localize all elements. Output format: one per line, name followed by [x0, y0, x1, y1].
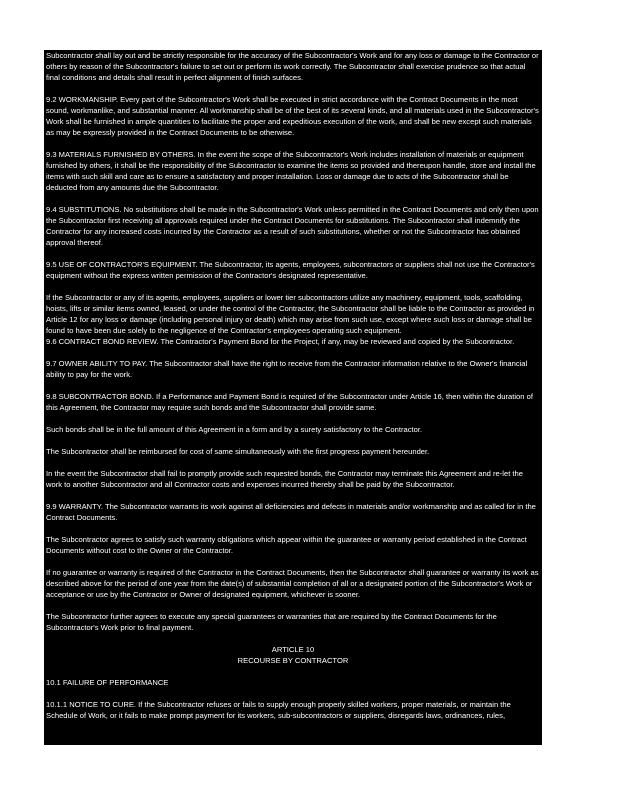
redacted-text-panel — [44, 50, 542, 745]
document-body — [46, 50, 540, 732]
paragraph-subcontractor-bond: 9.8 SUBCONTRACTOR BOND. If a Performance and Payment Bond is required of the Subcontractor under Article 16, then within the duration of this Agreement, the Contractor may require such bonds and the Subcontractor shall provide same. — [46, 392, 533, 412]
paragraph-bond-failure: In the event the Subcontractor shall fail to promptly provide such requested bonds, the Contractor may terminate this Agreement and re-let the work to another Subcontractor and all Contractor costs and expenses incurred thereby shall be paid by the Subcontractor. — [46, 469, 523, 489]
paragraph-materials-furnished: 9.3 MATERIALS FURNISHED BY OTHERS. In the event the scope of the Subcontractor's Work includes installation of materials or equipment furnished by others, it shall be the responsibility of the Subcontractor to examine the items so provided and thereupon handle, store and install the items with such skill and care as to ensure a satisfactory and proper installation. Loss or damage due to acts of the Subcontractor shall be deducted from any amounts due the Subcontractor. — [46, 150, 536, 192]
paragraph-warranty-obligations: The Subcontractor agrees to satisfy such warranty obligations which appear within the guarantee or warranty period established in the Contract Documents without cost to the Owner or the Contractor. — [46, 535, 527, 555]
article-number: ARTICLE 10 — [271, 645, 315, 654]
paragraph-bond-review: 9.6 CONTRACT BOND REVIEW. The Contractor's Payment Bond for the Project, if any, may be reviewed and copied by the Subcontractor. — [46, 337, 515, 346]
paragraph-warranty-period: If no guarantee or warranty is required of the Contractor in the Contract Documents, then the Subcontractor shall guarantee or warranty its work as described above for the period of one year from the date(s) of substantial completion of all or a designated portion of the Subcontractor's Work or acceptance or use by the Contractor or Owner of designated equipment, whichever is sooner. — [46, 568, 539, 599]
paragraph-special-guarantees: The Subcontractor further agrees to execute any special guarantees or warranties that are required by the Contract Documents for the Subcontractor's Work prior to final payment. — [46, 612, 497, 632]
paragraph-warranty: 9.9 WARRANTY. The Subcontractor warrants its work against all deficiencies and defects in materials and/or workmanship and as called for in the Contract Documents. — [46, 502, 536, 522]
paragraph-bond-reimbursement: The Subcontractor shall be reimbursed for cost of same simultaneously with the first progress payment hereunder. — [46, 447, 430, 456]
paragraph-owner-ability: 9.7 OWNER ABILITY TO PAY. The Subcontractor shall have the right to receive from the Contractor information relative to the Owner's financial ability to pay for the work. — [46, 359, 528, 379]
paragraph-equipment-liability: If the Subcontractor or any of its agents, employees, suppliers or lower tier subcontractors utilize any machinery, equipment, tools, scaffolding, hoists, lifts or similar items owned, leased, or under the control of the Contractor, the Subcontractor shall be liable to the Contractor as provided in Article 12 for any loss or damage (including personal injury or death) which may arise from such use, except where such loss or damage shall be found to have been due solely to the negligence of the Contractor's employees operating such equipment. — [46, 293, 535, 335]
paragraph-substitutions: 9.4 SUBSTITUTIONS. No substitutions shall be made in the Subcontractor's Work unless permitted in the Contract Documents and only then upon the Subcontractor first receiving all approvals required under the Contract Documents for substitutions. The Subcontractor shall indemnify the Contractor for any increased costs incurred by the Contractor as a result of such substitutions, whether or not the Subcontractor has obtained approval thereof. — [46, 205, 539, 247]
paragraph-workmanship: 9.2 WORKMANSHIP. Every part of the Subcontractor's Work shall be executed in strict accordance with the Contract Documents in the most sound, workmanlike, and substantial manner. All workmanship shall be of the best of its several kinds, and all materials used in the Subcontractor's Work shall be furnished in ample quantities to facilitate the proper and expeditious execution of the work, and shall be new except such materials as may be expressly provided in the Contract Documents to be otherwise. — [46, 95, 539, 137]
paragraph-notice-to-cure: 10.1.1 NOTICE TO CURE. If the Subcontractor refuses or fails to supply enough properly skilled workers, proper materials, or maintain the Schedule of Work, or it fails to make prompt payment for its workers, sub-subcontractors or suppliers, disregards laws, ordinances, rules, — [46, 700, 511, 720]
article-heading — [46, 644, 540, 666]
paragraph-contractor-equipment: 9.5 USE OF CONTRACTOR'S EQUIPMENT. The Subcontractor, its agents, employees, subcontractors or suppliers shall not use the Contractor's equipment without the express written permission of the Contractor's designated representative. — [46, 260, 535, 280]
article-title: RECOURSE BY CONTRACTOR — [237, 656, 349, 665]
paragraph-bond-amount: Such bonds shall be in the full amount of this Agreement in a form and by a surety satisfactory to the Contractor. — [46, 425, 423, 434]
section-heading: 10.1 FAILURE OF PERFORMANCE — [46, 678, 169, 687]
paragraph-layout: Subcontractor shall lay out and be strictly responsible for the accuracy of the Subcontractor's Work and for any loss or damage to the Contractor or others by reason of the Subcontractor's failure to set out or perform its work correctly. The Subcontractor shall exercise prudence so that actual final conditions and details shall result in perfect alignment of finish surfaces. — [46, 51, 539, 82]
